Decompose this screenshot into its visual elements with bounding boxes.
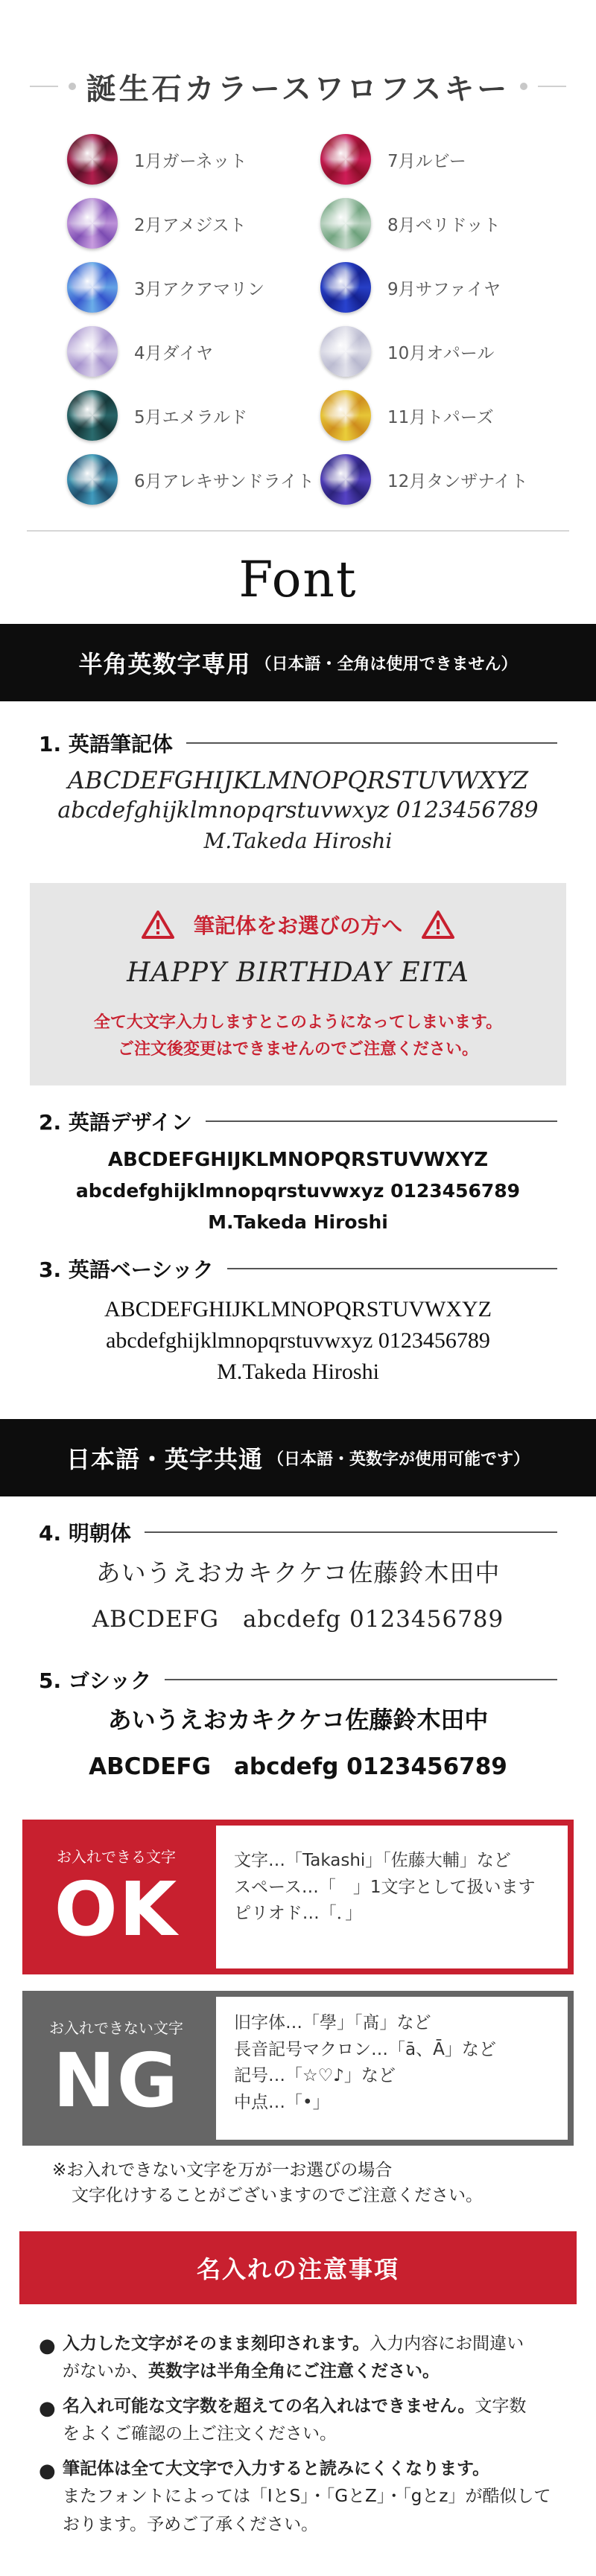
ok-content-block <box>210 1820 574 1974</box>
ng-label-small: お入れできない文字 <box>49 2019 183 2037</box>
alpha-only-bar <box>0 624 596 701</box>
caution-2-rest: 文字数 <box>475 2397 527 2416</box>
font-5-sample-kana: あいうえおカキクケコ佐藤鈴木田中 <box>107 1706 489 1734</box>
birthstone-label: 5月エメラルド <box>134 407 247 427</box>
gem-icon <box>320 134 371 185</box>
warning-sample-text: HAPPY BIRTHDAY EITA <box>127 957 469 988</box>
japanese-common-title: 日本語・英字共通 <box>66 1445 263 1473</box>
birthstone-label: 2月アメジスト <box>134 215 247 235</box>
caution-item-2 <box>39 2393 575 2449</box>
font-4-header <box>39 1517 557 1547</box>
caution-title: 名入れの注意事項 <box>196 2255 399 2283</box>
gem-icon <box>67 390 118 441</box>
title-rule-left <box>30 86 58 87</box>
section-divider <box>27 530 569 532</box>
warning-text-2: ご注文後変更はできませんのでご注意ください。 <box>117 1040 478 1059</box>
birthstone-label: 4月ダイヤ <box>134 343 214 363</box>
title-dot-right <box>520 83 527 90</box>
ng-line: 長音記号マクロン…「ā、Ā」など <box>234 2039 496 2059</box>
font-1-sample-name: M.Takeda Hiroshi <box>203 829 393 853</box>
alpha-only-note: （日本語・全角は使用できません） <box>255 654 518 674</box>
gem-icon <box>67 262 118 313</box>
note-line-1: ※お入れできない文字を万が一お選びの場合 <box>52 2161 393 2180</box>
gem-icon <box>320 262 371 313</box>
caution-1-rest-2: がないか、 <box>63 2362 148 2382</box>
gem-icon <box>67 326 118 377</box>
bullet-icon: ● <box>39 2397 56 2420</box>
font-4-label: 4. 明朝体 <box>39 1521 131 1546</box>
cursive-warning-box <box>30 883 566 1085</box>
birthstone-label: 10月オパール <box>387 343 495 363</box>
font-1-sample-lower: abcdefghijklmnopqrstuvwxyz 0123456789 <box>57 797 539 823</box>
birthstone-title: 誕生石カラースワロフスキー <box>86 71 510 106</box>
birthstone-label: 8月ペリドット <box>387 215 501 235</box>
birthstone-item <box>320 262 501 313</box>
bullet-icon: ● <box>39 2335 56 2357</box>
font-3-label: 3. 英語ベーシック <box>39 1257 214 1282</box>
font-2-header <box>39 1106 557 1136</box>
ok-label-small: お入れできる文字 <box>57 1848 176 1866</box>
birthstone-item <box>320 326 494 377</box>
birthstone-item <box>320 390 494 441</box>
caution-1-rest: 入力内容にお間違い <box>370 2334 524 2353</box>
font-2-sample-lower: abcdefghijklmnopqrstuvwxyz 0123456789 <box>75 1180 521 1202</box>
font-heading: Font <box>238 551 358 608</box>
gem-icon <box>320 454 371 505</box>
font-1-rule <box>186 742 557 744</box>
warning-title-row <box>30 910 566 940</box>
birthstone-item <box>67 326 213 377</box>
ng-label-big: NG <box>53 2037 180 2124</box>
birthstone-item <box>67 198 247 249</box>
warning-icon <box>422 910 454 940</box>
gem-icon <box>67 198 118 249</box>
font-5-rule <box>165 1679 557 1680</box>
font-1-sample-upper: ABCDEFGHIJKLMNOPQRSTUVWXYZ <box>67 766 529 794</box>
birthstone-title-row <box>30 64 566 109</box>
birthstone-label: 6月アレキサンドライト <box>134 471 314 491</box>
caution-1-strong: 入力した文字がそのまま刻印されます。 <box>63 2334 370 2353</box>
ok-line: 文字…「Takashi」「佐藤大輔」など <box>234 1851 511 1870</box>
japanese-common-bar <box>0 1419 596 1496</box>
birthstone-label: 1月ガーネット <box>134 151 247 171</box>
ok-line: スペース…「 」1文字として扱います <box>234 1877 536 1897</box>
warning-text-1: 全て大文字入力しますとこのようになってしまいます。 <box>93 1013 503 1032</box>
caution-1-strong-2: 英数字は半角全角にご注意ください。 <box>148 2362 440 2382</box>
font-3-sample-upper: ABCDEFGHIJKLMNOPQRSTUVWXYZ <box>104 1297 492 1322</box>
font-3-header <box>39 1254 557 1284</box>
ng-line: 中点…「•」 <box>234 2092 330 2112</box>
birthstone-label: 9月サファイヤ <box>387 279 501 299</box>
birthstone-label: 12月タンザナイト <box>387 471 528 491</box>
birthstone-item <box>320 134 466 185</box>
ng-characters-block <box>22 1991 574 2146</box>
birthstone-item <box>67 390 247 441</box>
gem-icon <box>320 326 371 377</box>
caution-2-rest-2: をよくご確認の上ご注文ください。 <box>63 2424 337 2444</box>
birthstone-label: 11月トパーズ <box>387 407 494 427</box>
font-4-sample-kana: あいうえおカキクケコ佐藤鈴木田中 <box>95 1558 501 1587</box>
caution-2-strong: 名入れ可能な文字数を超えての名入れはできません。 <box>63 2397 475 2416</box>
warning-icon <box>142 910 174 940</box>
font-1-header <box>39 728 557 758</box>
font-5-label: 5. ゴシック <box>39 1668 152 1693</box>
birthstone-label: 3月アクアマリン <box>134 279 264 299</box>
birthstone-item <box>67 134 247 185</box>
title-rule-right <box>538 86 566 87</box>
font-2-rule <box>206 1120 557 1122</box>
font-3-sample-lower: abcdefghijklmnopqrstuvwxyz 0123456789 <box>106 1328 490 1353</box>
title-dot-left <box>69 83 76 90</box>
caution-item-3 <box>39 2455 575 2539</box>
caution-3-rest-2: またフォントによっては「IとS」・「GとZ」・「gとz」が酷似して <box>63 2487 551 2507</box>
ng-content-block <box>210 1991 574 2146</box>
font-1-label: 1. 英語筆記体 <box>39 732 173 756</box>
alpha-only-title: 半角英数字専用 <box>78 650 251 678</box>
font-3-rule <box>227 1268 557 1269</box>
note-line-2: 文字化けすることがございますのでご注意ください。 <box>72 2186 483 2205</box>
japanese-common-note: （日本語・英数字が使用可能です） <box>267 1450 530 1469</box>
caution-item-1 <box>39 2330 575 2386</box>
gem-icon <box>320 198 371 249</box>
font-5-header <box>39 1665 557 1695</box>
caution-3-rest-3: おります。予めご了承ください。 <box>63 2514 319 2534</box>
warning-title: 筆記体をお選びの方へ <box>193 914 402 938</box>
ok-line: ピリオド…「．」 <box>234 1904 363 1924</box>
font-5-sample-latin: ABCDEFG abcdefg 0123456789 <box>89 1753 507 1780</box>
ok-characters-block <box>22 1820 574 1974</box>
font-2-sample-name: M.Takeda Hiroshi <box>208 1211 388 1233</box>
caution-title-bar <box>19 2231 577 2304</box>
gem-icon <box>67 454 118 505</box>
font-2-label: 2. 英語デザイン <box>39 1110 192 1135</box>
ok-label-big: OK <box>54 1866 179 1953</box>
ng-line: 旧字体…「學」「髙」など <box>234 2013 431 2033</box>
birthstone-item <box>67 262 264 313</box>
birthstone-item <box>67 454 314 505</box>
gem-icon <box>67 134 118 185</box>
ng-label-block <box>22 1991 210 2146</box>
birthstone-label: 7月ルビー <box>387 151 466 171</box>
font-3-sample-name: M.Takeda Hiroshi <box>217 1359 379 1384</box>
ng-line: 記号…「☆♡♪」など <box>234 2066 396 2086</box>
bullet-icon: ● <box>39 2460 56 2482</box>
ok-label-block <box>22 1820 210 1974</box>
caution-3-strong: 筆記体は全て大文字で入力すると読みにくくなります。 <box>63 2459 490 2478</box>
font-2-sample-upper: ABCDEFGHIJKLMNOPQRSTUVWXYZ <box>107 1149 489 1171</box>
font-4-sample-latin: ABCDEFG abcdefg 0123456789 <box>92 1606 504 1633</box>
gem-icon <box>320 390 371 441</box>
birthstone-item <box>320 198 501 249</box>
birthstone-item <box>320 454 528 505</box>
font-4-rule <box>145 1531 557 1533</box>
